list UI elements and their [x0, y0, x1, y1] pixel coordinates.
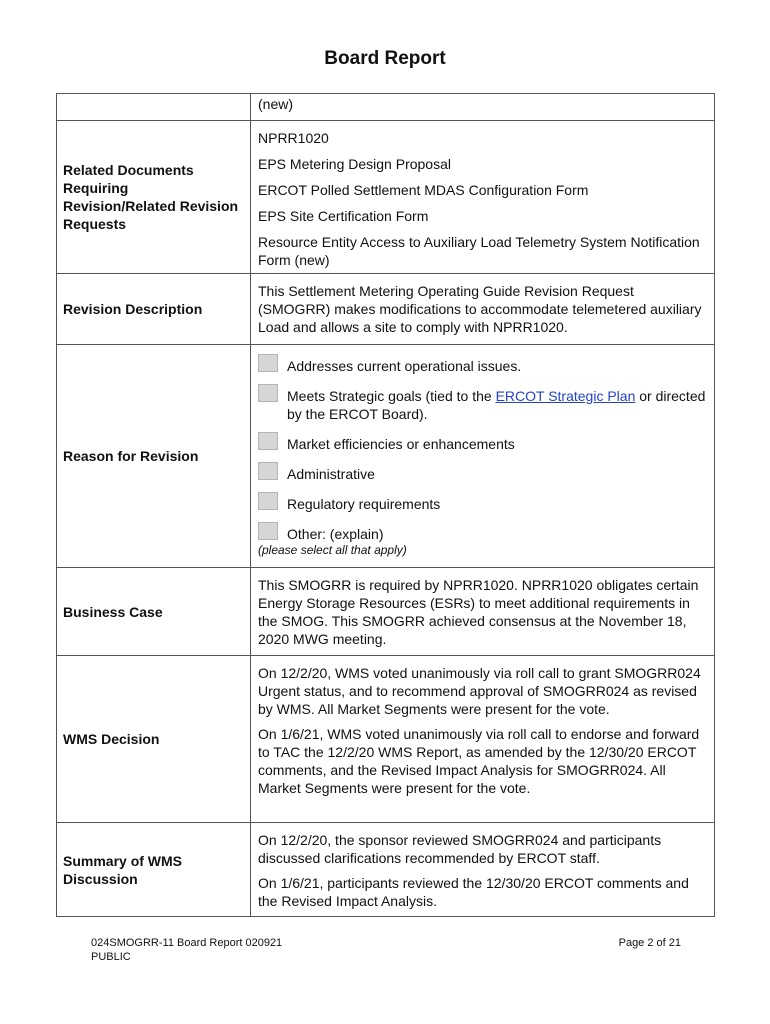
page-number: Page 2 of 21	[618, 937, 681, 949]
row-label: WMS Decision	[57, 656, 251, 823]
row-label: Summary of WMS Discussion	[57, 823, 251, 917]
reason-option[interactable]	[258, 387, 708, 423]
list-item: ERCOT Polled Settlement MDAS Configuration Form	[258, 182, 589, 198]
page-title: Board Report	[324, 48, 446, 69]
checkbox[interactable]	[258, 492, 278, 510]
list-item: Resource Entity Access to Auxiliary Load Telemetry System Notification Form (new)	[258, 234, 700, 268]
checkbox[interactable]	[258, 354, 278, 372]
option-label: Regulatory requirements	[287, 496, 441, 512]
table-row	[57, 121, 715, 274]
row-label: Business Case	[57, 568, 251, 656]
summary-paragraph: On 12/2/20, the sponsor reviewed SMOGRR024 and participants discussed clarifications recommended by ERCOT staff.	[258, 832, 662, 866]
option-label-suffix: or directed by the ERCOT Board).	[287, 388, 706, 422]
list-item: EPS Metering Design Proposal	[258, 156, 451, 172]
option-label: Addresses current operational issues.	[287, 358, 522, 374]
board-report-table	[56, 93, 715, 917]
table-row	[57, 568, 715, 656]
new-value: (new)	[258, 96, 294, 112]
row-value	[251, 656, 715, 823]
row-value	[251, 274, 715, 345]
reason-option[interactable]	[258, 465, 708, 483]
table-row	[57, 345, 715, 568]
reason-option[interactable]	[258, 435, 708, 453]
row-value	[251, 823, 715, 917]
wms-decision-paragraph: On 12/2/20, WMS voted unanimously via roll call to grant SMOGRR024 Urgent status, and to recommend approval of SMOGRR024 as revised by WMS. All Market Segments were present for the vote.	[258, 665, 701, 717]
checkbox[interactable]	[258, 462, 278, 480]
row-value	[251, 94, 715, 121]
option-label: Administrative	[287, 466, 375, 482]
list-item: EPS Site Certification Form	[258, 208, 429, 224]
row-label: Revision Description	[57, 274, 251, 345]
footer-doc-id: 024SMOGRR-11 Board Report 020921	[91, 937, 283, 949]
option-label	[287, 387, 708, 423]
option-label-prefix: Meets Strategic goals (tied to the	[287, 388, 496, 404]
page-footer	[91, 936, 681, 964]
list-item: NPRR1020	[258, 130, 329, 146]
row-label: Related Documents Requiring Revision/Related Revision Requests	[57, 121, 251, 274]
reason-option[interactable]	[258, 495, 708, 513]
checkbox[interactable]	[258, 432, 278, 450]
table-row	[57, 274, 715, 345]
ercot-strategic-plan-link[interactable]: ERCOT Strategic Plan	[495, 388, 636, 404]
reason-option[interactable]	[258, 525, 708, 543]
table-row	[57, 94, 715, 121]
table-row	[57, 656, 715, 823]
checkbox[interactable]	[258, 522, 278, 540]
row-value	[251, 568, 715, 656]
checkbox[interactable]	[258, 384, 278, 402]
wms-decision-paragraph: On 1/6/21, WMS voted unanimously via roll call to endorse and forward to TAC the 12/2/20 WMS Report, as amended by the 12/30/20 ERCOT comments, and the Revised Impact Analysis for SMOGRR024. All Market Segments were present for the vote.	[258, 726, 700, 796]
reason-option[interactable]	[258, 357, 708, 375]
option-label: Other: (explain)	[287, 526, 384, 542]
row-label-empty	[57, 94, 251, 121]
business-case-text: This SMOGRR is required by NPRR1020. NPRR1020 obligates certain Energy Storage Resources (ESRs) to meet additional requirements in the SMOG. This SMOGRR achieved consensus at the November 18, 2020 MWG meeting.	[258, 577, 699, 647]
table-row	[57, 823, 715, 917]
footer-classification: PUBLIC	[91, 951, 131, 963]
selection-note: (please select all that apply)	[258, 543, 407, 557]
revision-description-text: This Settlement Metering Operating Guide Revision Request (SMOGRR) makes modifications to accommodate telemetered auxiliary Load and allows a site to comply with NPRR1020.	[258, 283, 702, 335]
reason-options	[251, 345, 715, 568]
row-label: Reason for Revision	[57, 345, 251, 568]
option-label: Market efficiencies or enhancements	[287, 436, 515, 452]
summary-paragraph: On 1/6/21, participants reviewed the 12/30/20 ERCOT comments and the Revised Impact Analysis.	[258, 875, 689, 909]
related-documents-list	[251, 121, 715, 274]
